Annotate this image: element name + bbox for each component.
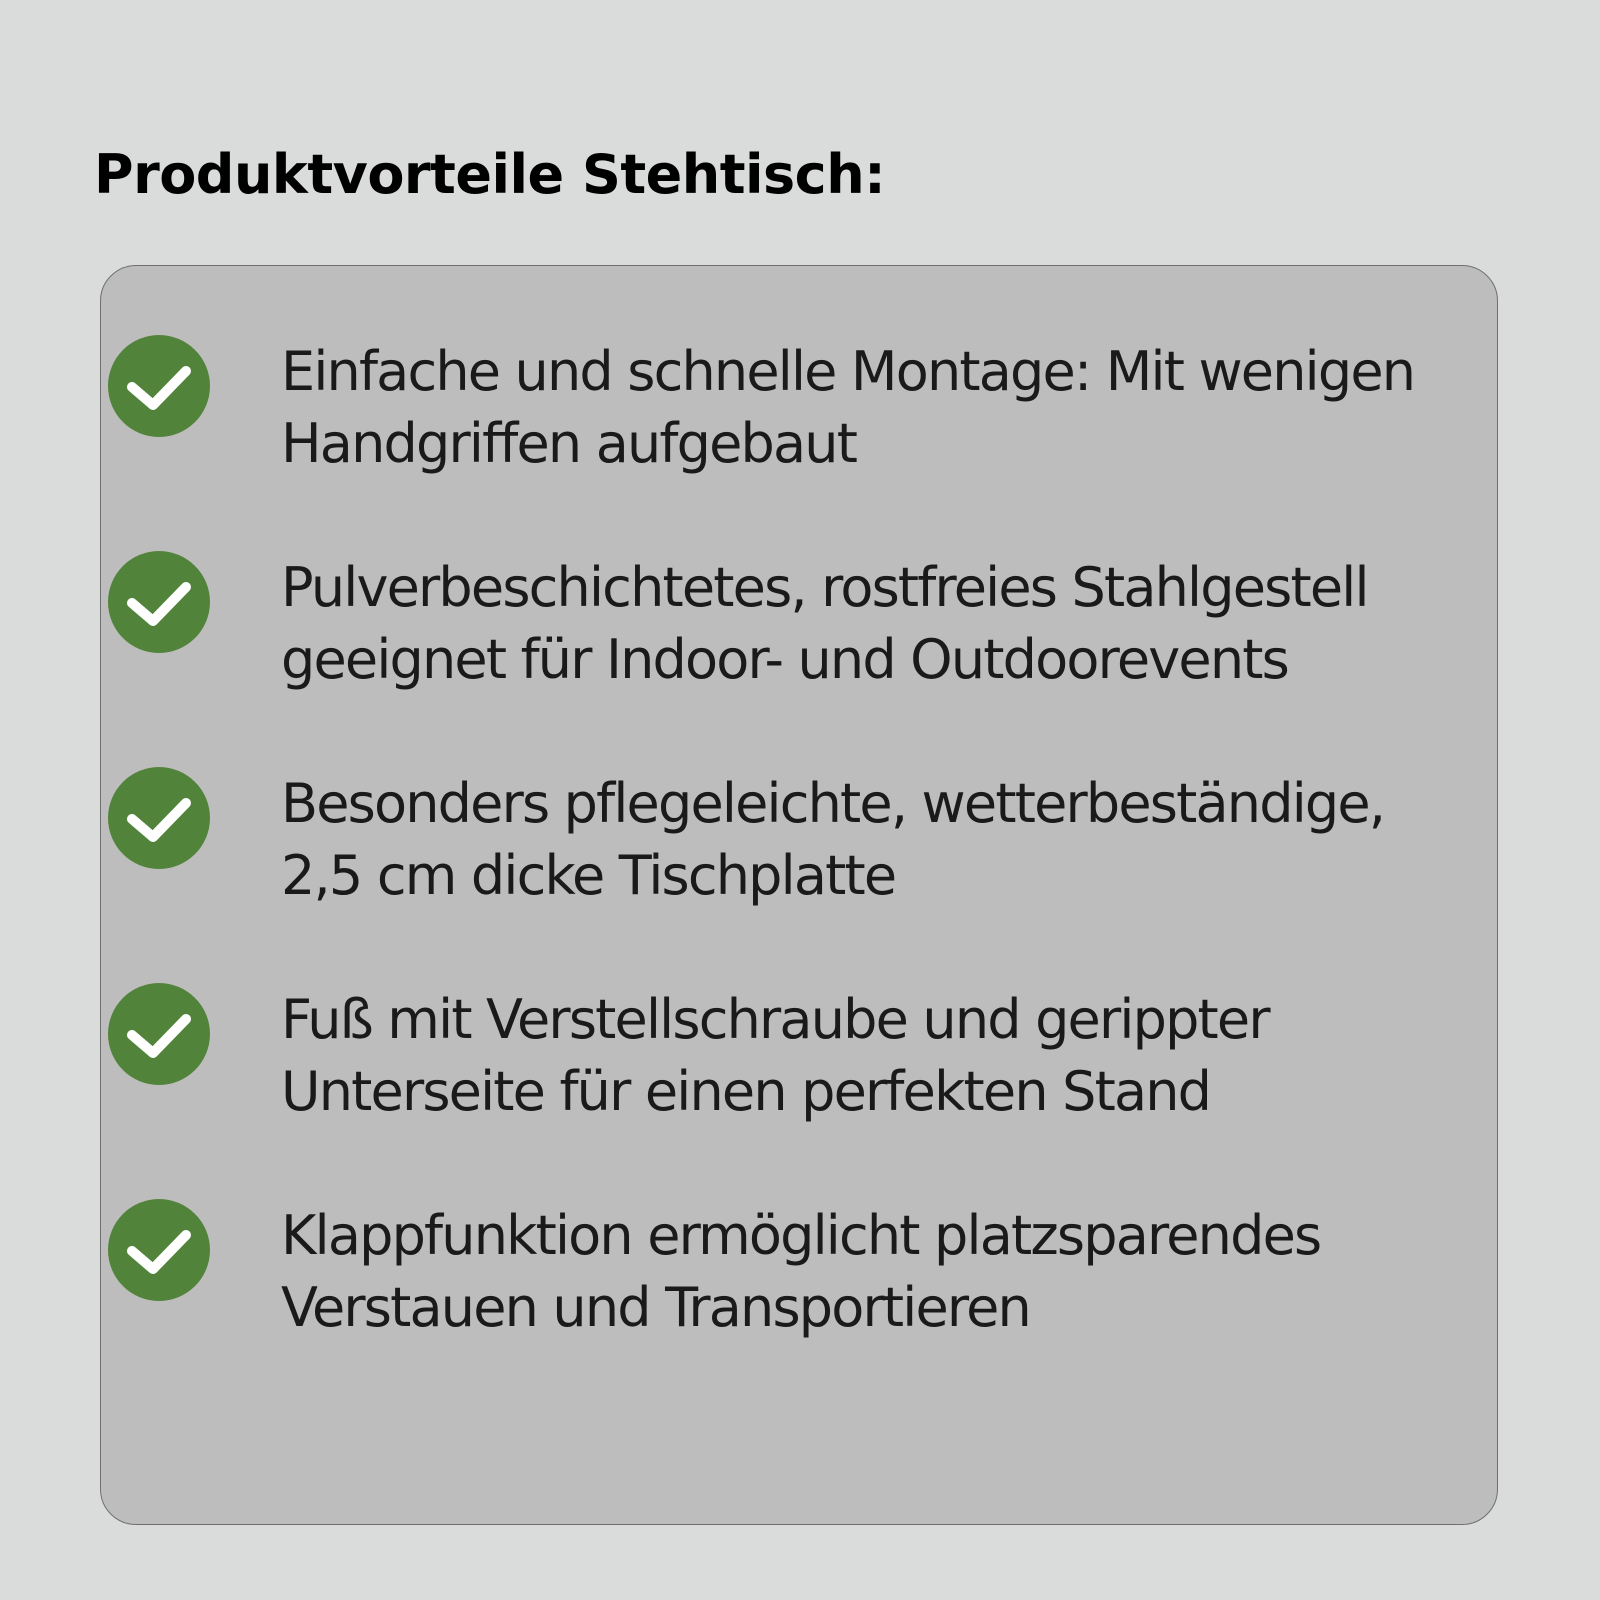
feature-item [101, 983, 1499, 1133]
check-circle-icon [108, 335, 210, 437]
check-circle-icon [108, 1199, 210, 1301]
feature-item [101, 1199, 1499, 1349]
check-circle-icon [108, 983, 210, 1085]
feature-text [281, 1200, 1481, 1344]
feature-text-line: Fuß mit Verstellschraube und gerippter [281, 988, 1269, 1051]
feature-text-line: Klappfunktion ermöglicht platzsparendes [281, 1204, 1321, 1267]
feature-item [101, 551, 1499, 701]
page-title: Produktvorteile Stehtisch: [94, 143, 886, 206]
feature-panel [100, 265, 1498, 1525]
feature-text-line: Einfache und schnelle Montage: Mit wenigen [281, 340, 1415, 403]
check-circle-icon [108, 767, 210, 869]
feature-text [281, 768, 1481, 912]
feature-text-line: Pulverbeschichtetes, rostfreies Stahlgestell [281, 556, 1368, 619]
feature-text-line: geeignet für Indoor- und Outdoorevents [281, 628, 1288, 691]
feature-text [281, 336, 1481, 480]
feature-text [281, 984, 1481, 1128]
feature-item [101, 767, 1499, 917]
feature-text-line: Handgriffen aufgebaut [281, 412, 857, 475]
feature-text-line: 2,5 cm dicke Tischplatte [281, 844, 896, 907]
feature-text-line: Unterseite für einen perfekten Stand [281, 1060, 1211, 1123]
feature-text-line: Besonders pflegeleichte, wetterbeständige, [281, 772, 1385, 835]
feature-item [101, 335, 1499, 485]
feature-text [281, 552, 1481, 696]
check-circle-icon [108, 551, 210, 653]
feature-text-line: Verstauen und Transportieren [281, 1276, 1030, 1339]
